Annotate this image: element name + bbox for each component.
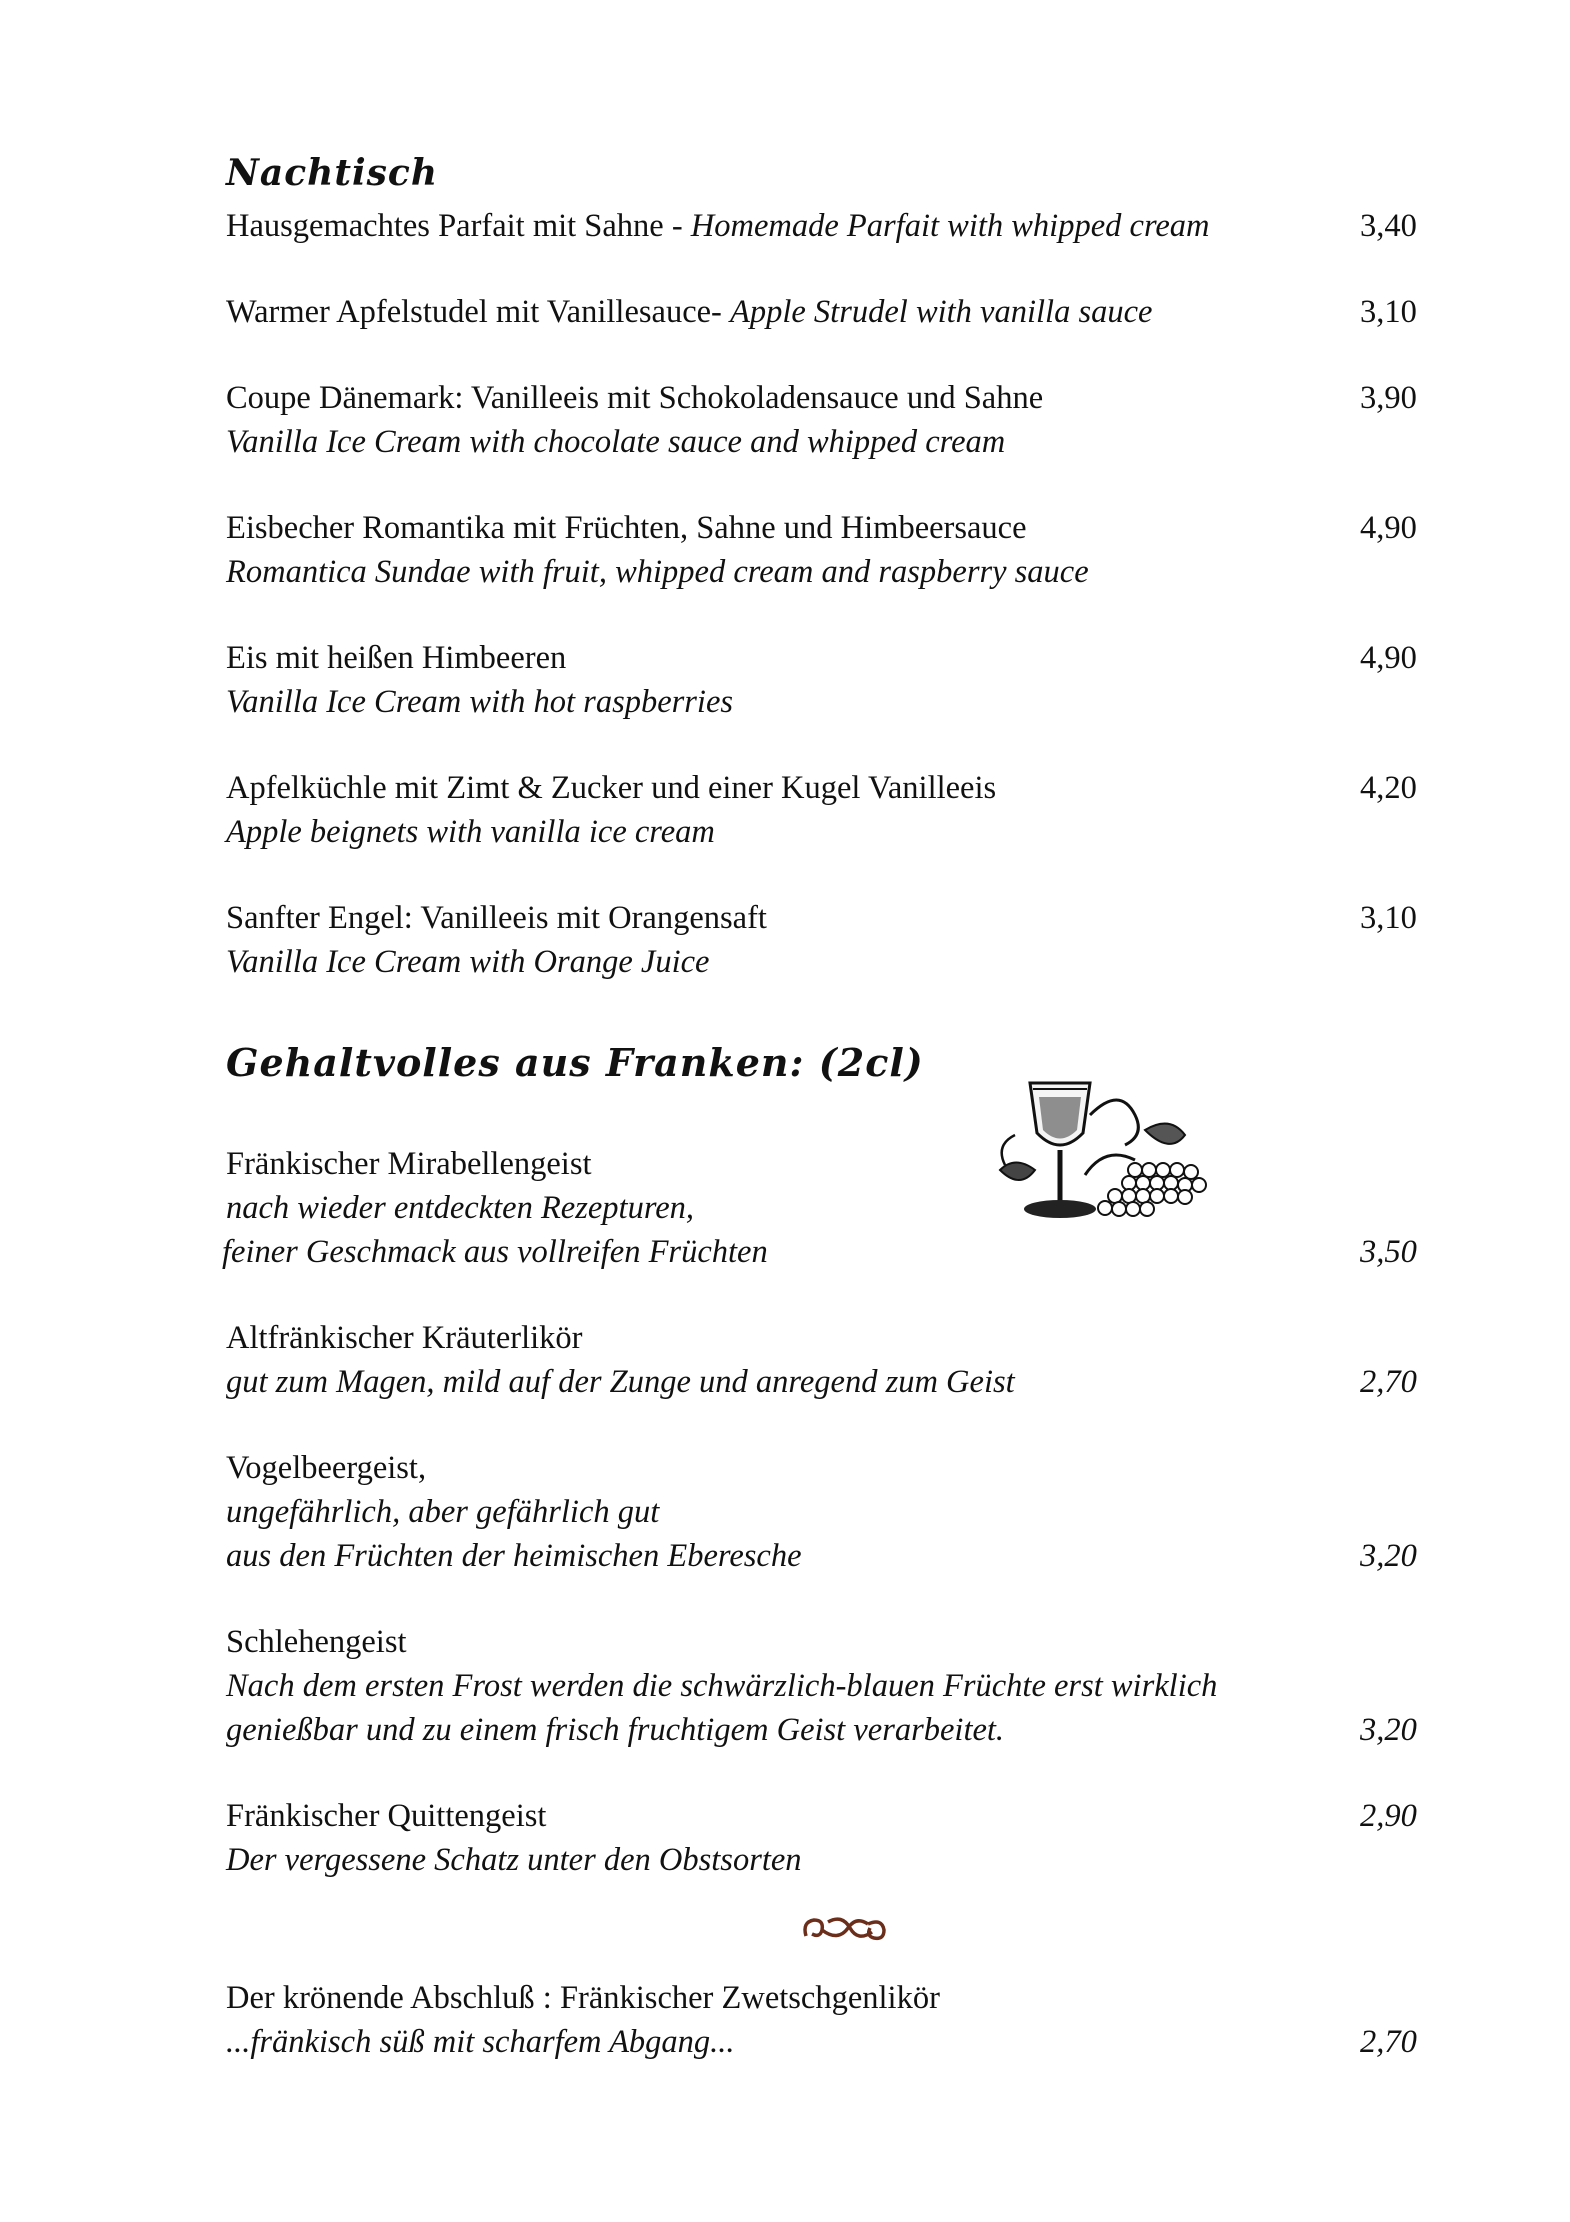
dessert-item-4-price: 4,90	[1360, 510, 1417, 546]
dessert-item-1-de: Hausgemachtes Parfait mit Sahne -	[226, 208, 691, 244]
dessert-item-6-price: 4,20	[1360, 770, 1417, 806]
spirit-2-desc-1: gut zum Magen, mild auf der Zunge und anregend zum Geist	[226, 1364, 1015, 1400]
spirit-3-desc-2: aus den Früchten der heimischen Eberesche	[226, 1538, 802, 1574]
spirit-3-name: Vogelbeergeist,	[226, 1450, 427, 1486]
dessert-item-1	[226, 206, 1210, 246]
spirit-1-desc-1: nach wieder entdeckten Rezepturen,	[226, 1190, 695, 1226]
dessert-item-7-de: Sanfter Engel: Vanilleeis mit Orangensaft	[226, 900, 767, 936]
dessert-item-6-de: Apfelküchle mit Zimt & Zucker und einer Kugel Vanilleeis	[226, 770, 997, 806]
dessert-item-1-price: 3,40	[1360, 208, 1417, 244]
spirit-5-price: 2,90	[1360, 1798, 1417, 1834]
spirit-1-desc-2: feiner Geschmack aus vollreifen Früchten	[222, 1234, 768, 1270]
dessert-item-3-de: Coupe Dänemark: Vanilleeis mit Schokoladensauce und Sahne	[226, 380, 1044, 416]
spirit-2-name: Altfränkischer Kräuterlikör	[226, 1320, 583, 1356]
spirit-5-desc-1: Der vergessene Schatz unter den Obstsorten	[226, 1842, 802, 1878]
dessert-item-2	[226, 292, 1152, 332]
spirit-1-name: Fränkischer Mirabellengeist	[226, 1146, 592, 1182]
finale-desc: ...fränkisch süß mit scharfem Abgang...	[226, 2024, 735, 2060]
dessert-item-3-price: 3,90	[1360, 380, 1417, 416]
dessert-item-4-en: Romantica Sundae with fruit, whipped cream and raspberry sauce	[226, 554, 1089, 590]
dessert-item-6-en: Apple beignets with vanilla ice cream	[226, 814, 715, 850]
finale-price: 2,70	[1360, 2024, 1417, 2060]
finale-name: Der krönende Abschluß : Fränkischer Zwetschgenlikör	[226, 1980, 940, 2016]
dessert-item-7-en: Vanilla Ice Cream with Orange Juice	[226, 944, 710, 980]
dessert-item-4-de: Eisbecher Romantika mit Früchten, Sahne und Himbeersauce	[226, 510, 1027, 546]
spirit-3-price: 3,20	[1360, 1538, 1417, 1574]
spirit-3-desc-1: ungefährlich, aber gefährlich gut	[226, 1494, 660, 1530]
dessert-item-7-price: 3,10	[1360, 900, 1417, 936]
heading-spirits: Gehaltvolles aus Franken: (2cl)	[226, 1040, 924, 1085]
spirit-4-desc-1: Nach dem ersten Frost werden die schwärzlich-blauen Früchte erst wirklich	[226, 1668, 1218, 1704]
dessert-item-5-price: 4,90	[1360, 640, 1417, 676]
spirit-2-price: 2,70	[1360, 1364, 1417, 1400]
spirit-4-name: Schlehengeist	[226, 1624, 407, 1660]
dessert-item-2-de: Warmer Apfelstudel mit Vanillesauce-	[226, 294, 730, 330]
dessert-item-5-de: Eis mit heißen Himbeeren	[226, 640, 567, 676]
heading-nachtisch: Nachtisch	[226, 152, 438, 194]
spirit-4-price: 3,20	[1360, 1712, 1417, 1748]
dessert-item-3-en: Vanilla Ice Cream with chocolate sauce and whipped cream	[226, 424, 1006, 460]
dessert-item-5-en: Vanilla Ice Cream with hot raspberries	[226, 684, 734, 720]
wine-glass-grapes-icon	[985, 1075, 1215, 1225]
dessert-item-2-price: 3,10	[1360, 294, 1417, 330]
spirit-1-price: 3,50	[1360, 1234, 1417, 1270]
spirit-4-desc-2: genießbar und zu einem frisch fruchtigem Geist verarbeitet.	[226, 1712, 1005, 1748]
spirit-5-name: Fränkischer Quittengeist	[226, 1798, 547, 1834]
scroll-ornament-icon	[798, 1908, 892, 1948]
dessert-item-2-en: Apple Strudel with vanilla sauce	[730, 294, 1153, 330]
dessert-item-1-en: Homemade Parfait with whipped cream	[690, 208, 1210, 244]
